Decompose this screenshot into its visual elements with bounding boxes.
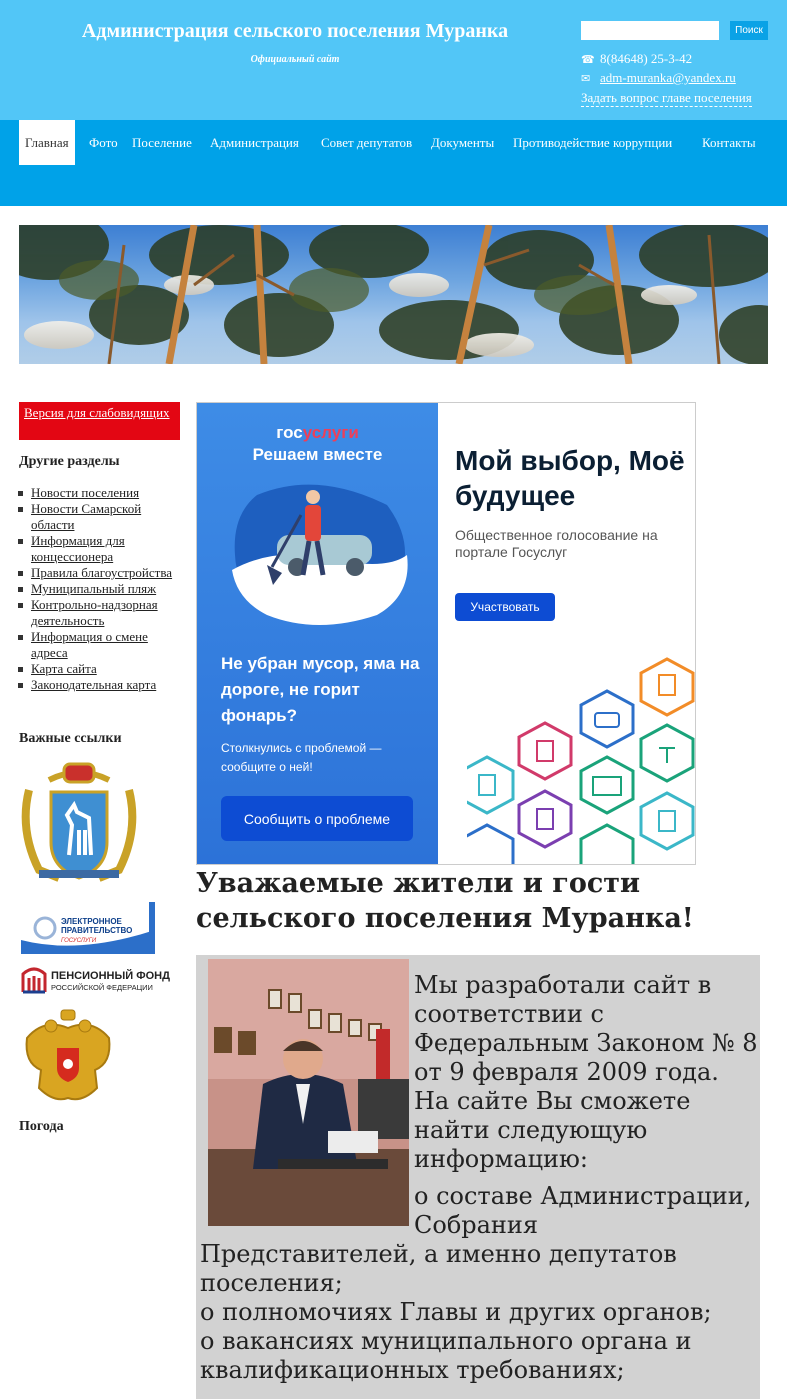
list-item: о составе Администрации, Собрания Представителей, а именно депутатов поселения; bbox=[200, 1182, 752, 1297]
service-hexagons-illustration bbox=[467, 653, 696, 865]
site-title[interactable]: Администрация сельского поселения Муранка bbox=[81, 20, 509, 42]
samara-emblem-icon bbox=[19, 760, 139, 890]
contact-email[interactable] bbox=[581, 70, 736, 86]
visually-impaired-link[interactable]: Версия для слабовидящих bbox=[19, 402, 180, 440]
forest-illustration bbox=[19, 225, 768, 364]
gosuslugi-widget bbox=[196, 402, 696, 865]
list-item[interactable]: Новости поселения bbox=[31, 485, 181, 501]
content-box bbox=[196, 955, 760, 1399]
report-problem-button[interactable]: Сообщить о проблеме bbox=[221, 796, 413, 841]
important-links-heading: Важные ссылки bbox=[19, 731, 122, 746]
pension-fund-link[interactable] bbox=[19, 962, 179, 1000]
nav-documents[interactable]: Документы bbox=[431, 135, 495, 150]
gosuslugi-report-panel bbox=[197, 403, 438, 865]
ask-head-link[interactable]: Задать вопрос главе поселения bbox=[581, 90, 752, 105]
samara-coat-of-arms-link[interactable] bbox=[19, 760, 139, 890]
egov-logo-icon bbox=[19, 900, 157, 956]
egov-gosuslugi-link[interactable] bbox=[19, 900, 157, 956]
header-banner-image bbox=[19, 225, 768, 364]
other-sections-list bbox=[31, 485, 181, 693]
site-header bbox=[0, 0, 787, 120]
nav-settlement[interactable]: Поселение bbox=[132, 135, 192, 150]
gosuslugi-vote-desc: Общественное голосование на портале Госуслуг bbox=[455, 527, 658, 560]
list-item: о вакансиях муниципального органа и квалификационных требованиях; bbox=[200, 1327, 692, 1384]
snow-cleaning-illustration bbox=[227, 475, 409, 625]
nav-anticorruption[interactable]: Противодействие коррупции bbox=[513, 135, 673, 150]
egov-text-2: ПРАВИТЕЛЬСТВО bbox=[61, 926, 133, 935]
mail-icon: ✉ bbox=[581, 73, 591, 85]
double-headed-eagle-icon bbox=[19, 1008, 117, 1108]
weather-heading: Погода bbox=[19, 1119, 64, 1134]
main-nav bbox=[0, 120, 787, 206]
gosuslugi-problem-text: Не убран мусор, яма на дороге, не горит фонарь? bbox=[221, 654, 420, 725]
list-item: о полномочиях Главы и других органов; bbox=[200, 1298, 712, 1326]
phone-number: 8(84648) 25-3-42 bbox=[600, 51, 693, 66]
list-item[interactable]: Правила благоустройства bbox=[31, 565, 181, 581]
nav-council[interactable]: Совет депутатов bbox=[321, 135, 413, 150]
egov-text-1: ЭЛЕКТРОННОЕ bbox=[61, 917, 122, 926]
egov-text-3: ГОСУСЛУГИ bbox=[61, 938, 97, 944]
list-item[interactable]: Информация для концессионера bbox=[31, 533, 181, 565]
intro-paragraph: Мы разработали сайт в соответствии с Федеральным Законом № 8 от 9 февраля 2009 года. На сайте Вы сможете найти следующую информацию: bbox=[414, 971, 758, 1173]
list-item[interactable]: Информация о смене адреса bbox=[31, 629, 181, 661]
phone-icon: ☎ bbox=[581, 54, 595, 66]
russia-coat-of-arms-link[interactable] bbox=[19, 1008, 117, 1108]
nav-photo[interactable]: Фото bbox=[89, 135, 118, 150]
nav-home[interactable]: Главная bbox=[19, 120, 75, 165]
gosuslugi-logo bbox=[197, 423, 438, 443]
list-item[interactable]: Законодательная карта bbox=[31, 677, 181, 693]
gosuslugi-logo-b: услуги bbox=[302, 423, 359, 442]
participate-button[interactable]: Участвовать bbox=[455, 593, 555, 621]
list-item[interactable]: Новости Самарской области bbox=[31, 501, 181, 533]
nav-administration[interactable]: Администрация bbox=[210, 135, 299, 150]
site-subtitle: Официальный сайт bbox=[250, 54, 340, 65]
list-item[interactable]: Контрольно-надзорная деятельность bbox=[31, 597, 181, 629]
other-sections-heading: Другие разделы bbox=[19, 454, 120, 469]
pension-fund-logo-icon bbox=[19, 962, 179, 1000]
list-item[interactable]: Карта сайта bbox=[31, 661, 181, 677]
gosuslugi-small-text: Столкнулись с проблемой — сообщите о ней! bbox=[221, 741, 382, 774]
search-input[interactable] bbox=[581, 21, 719, 40]
content-text bbox=[200, 971, 760, 1385]
gosuslugi-logo-a: гос bbox=[276, 423, 303, 442]
pfr-text-2: РОССИЙСКОЙ ФЕДЕРАЦИИ bbox=[51, 983, 153, 992]
contact-phone bbox=[581, 51, 692, 67]
gosuslugi-vote-title: Мой выбор, Моё будущее bbox=[455, 445, 685, 511]
gosuslugi-slogan: Решаем вместе bbox=[252, 445, 383, 464]
email-link[interactable]: adm-muranka@yandex.ru bbox=[600, 70, 736, 85]
nav-contacts[interactable]: Контакты bbox=[702, 135, 756, 150]
page-title: Уважаемые жители и гости сельского поселения Муранка! bbox=[196, 868, 694, 934]
pfr-text-1: ПЕНСИОННЫЙ ФОНД bbox=[51, 970, 170, 982]
search-button[interactable]: Поиск bbox=[730, 21, 768, 40]
list-item[interactable]: Муниципальный пляж bbox=[31, 581, 181, 597]
